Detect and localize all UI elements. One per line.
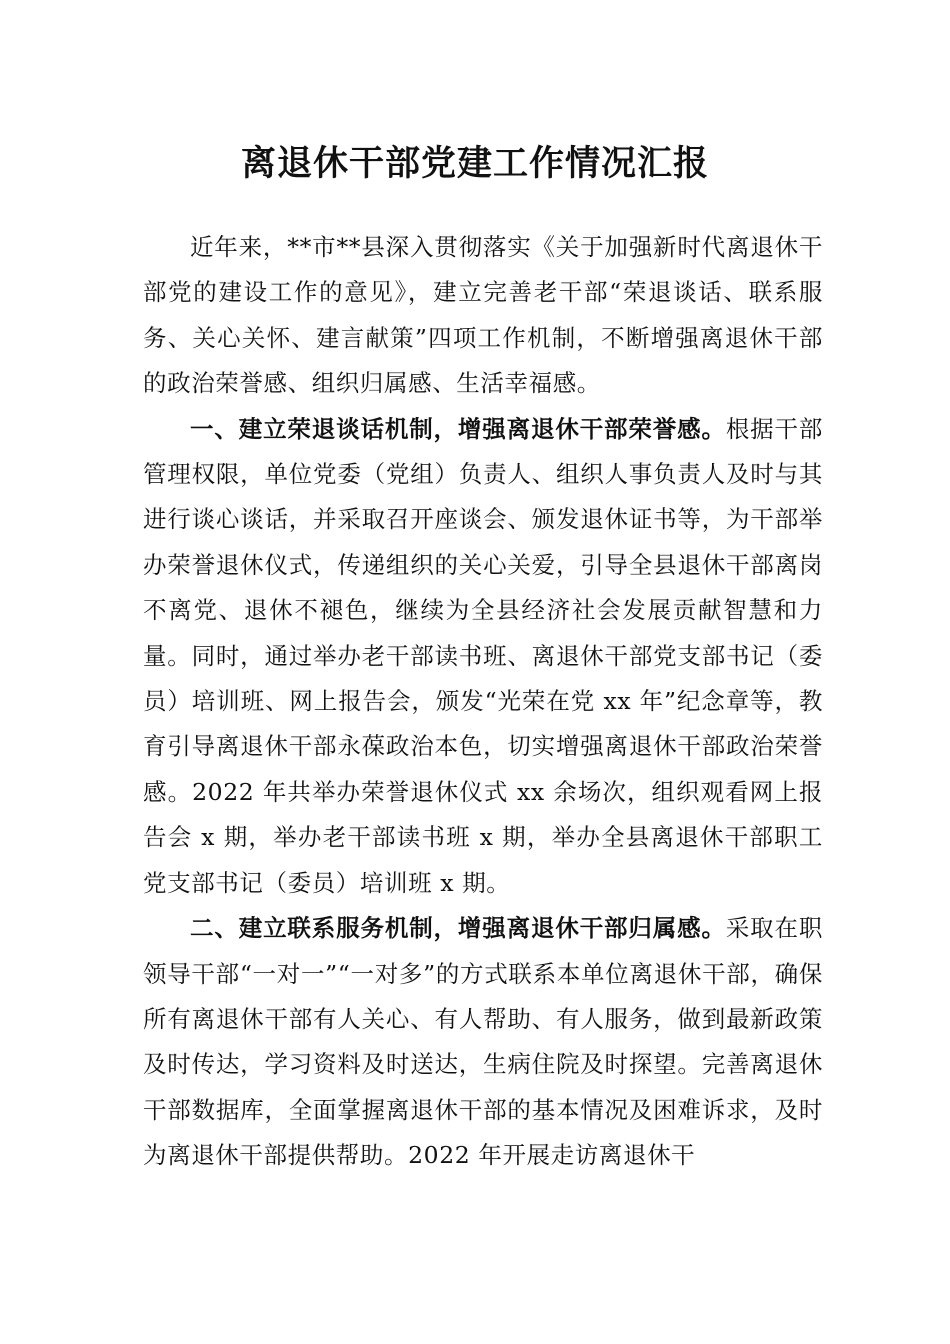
paragraph-section-1 xyxy=(143,407,823,906)
paragraph-intro xyxy=(143,225,823,407)
paragraph-text: 近年来，**市**县深入贯彻落实《关于加强新时代离退休干部党的建设工作的意见》，建立完善老干部“荣退谈话、联系服务、关心关怀、建言献策”四项工作机制，不断增强离退休干部的政治荣誉感、组织归属感、生活幸福感。 xyxy=(143,233,823,398)
section-heading: 一、建立荣退谈话机制，增强离退休干部荣誉感。 xyxy=(190,414,726,443)
document-title: 离退休干部党建工作情况汇报 xyxy=(240,143,709,184)
paragraph-text: 采取在职领导干部“一对一”“一对多”的方式联系本单位离退休干部，确保所有离退休干部有人关心、有人帮助、有人服务，做到最新政策及时传达，学习资料及时送达，生病住院及时探望。完善离退休干部数据库，全面掌握离退休干部的基本情况及困难诉求，及时为离退休干部提供帮助。2022 年开展走访离退休干 xyxy=(143,914,823,1170)
section-heading: 二、建立联系服务机制，增强离退休干部归属感。 xyxy=(190,914,726,943)
document-body xyxy=(143,225,823,1179)
paragraph-section-2 xyxy=(143,906,823,1178)
paragraph-text: 根据干部管理权限，单位党委（党组）负责人、组织人事负责人及时与其进行谈心谈话，并采取召开座谈会、颁发退休证书等，为干部举办荣誉退休仪式，传递组织的关心关爱，引导全县退休干部离岗不离党、退休不褪色，继续为全县经济社会发展贡献智慧和力量。同时，通过举办老干部读书班、离退休干部党支部书记（委员）培训班、网上报告会，颁发“光荣在党 xx 年”纪念章等，教育引导离退休干部永葆政治本色，切实增强离退休干部政治荣誉感。2022 年共举办荣誉退休仪式 xx 余场次，组织观看网上报告会 x 期，举办老干部读书班 x 期，举办全县离退休干部职工党支部书记（委员）培训班 x 期。 xyxy=(143,414,823,897)
